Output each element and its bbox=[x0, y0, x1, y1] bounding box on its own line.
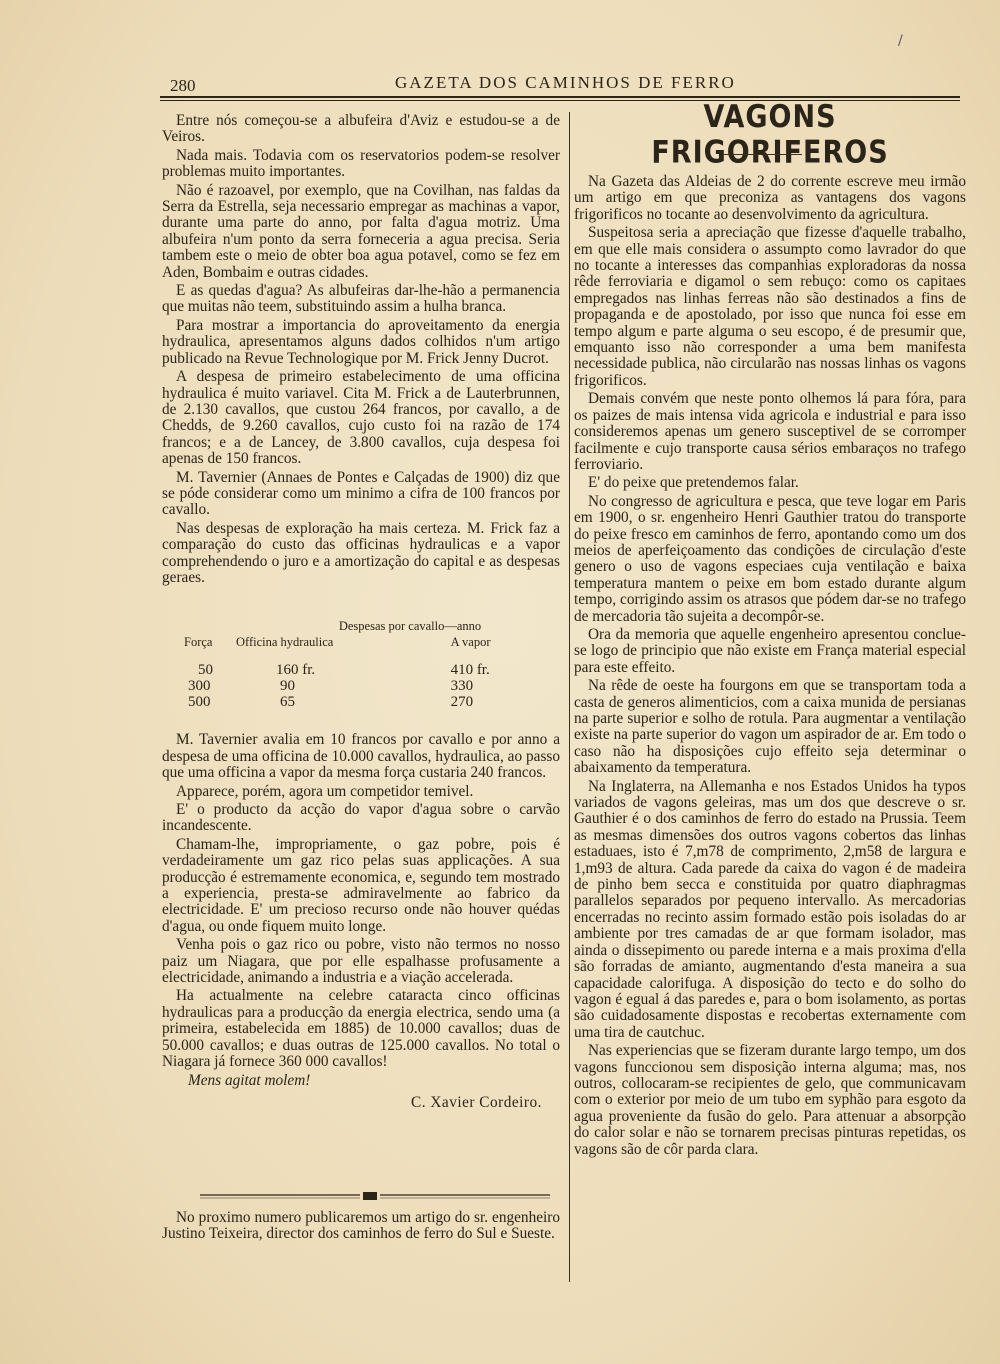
table-header-hydraulica: Officina hydraulica bbox=[236, 635, 334, 650]
cost-table bbox=[184, 618, 554, 710]
title-rule bbox=[722, 154, 802, 155]
table-cell: 90 bbox=[280, 678, 296, 695]
paragraph: Ora da memoria que aquelle engenheiro apresentou conclue-se logo de principio que não existe em França material especial para este effeito. bbox=[574, 625, 966, 676]
column-divider bbox=[569, 112, 570, 1282]
table-cell: 65 bbox=[280, 694, 296, 711]
paragraph: M. Tavernier (Annaes de Pontes e Calçadas de 1900) diz que se póde considerar como um minimo a cifra de 100 francos por cavallo. bbox=[162, 468, 560, 519]
paragraph: Demais convém que neste ponto olhemos lá para fóra, para os paizes de mais intensa vida agricola e industrial e para isso consideremos apenas um genero susceptivel de se corromper facilmente e cujo transporte causa sérios embaraços no trafego ferroviario. bbox=[574, 390, 966, 473]
paragraph: Para mostrar a importancia do aproveitamento da energia hydraulica, apresentamos alguns dados colhidos n'um artigo publicado na Revue Technologique por M. Frick Jenny Ducrot. bbox=[162, 316, 560, 367]
running-title: GAZETA DOS CAMINHOS DE FERRO bbox=[395, 73, 736, 92]
table-cell: 300 bbox=[188, 678, 211, 695]
paragraph: Nas experiencias que se fizeram durante largo tempo, um dos vagons funccionou sem disposição interna alguma; mas, nos outros, collocaram-se recipientes de gelo, que communicavam com o exterior por meio de um tubo em syphão para esgoto da agua proveniente da fusão do gelo. Para attenuar a absorpção do calor solar e não se tornarem precisas pinturas repetidas, os vagons são de côr parda clara. bbox=[574, 1042, 966, 1158]
paragraph: Chamam-lhe, impropriamente, o gaz pobre, pois é verdadeiramente um gaz rico pelas suas applicações. A sua producção é estremamente economica, e, segundo tem mostrado a experiencia, presta-se admiravelmente ao fabrico da electricidade. E' um precioso recurso onde não houver quédas d'agua, ou onde fiquem muito longe. bbox=[162, 835, 560, 935]
table-header-forca: Força bbox=[184, 635, 213, 650]
notice-text: No proximo numero publicaremos um artigo do sr. engenheiro Justino Teixeira, director dos caminhos de ferro do Sul e Sueste. bbox=[162, 1209, 560, 1243]
table-row bbox=[184, 694, 554, 710]
table-cell: 410 fr. bbox=[450, 662, 490, 679]
paragraph: Suspeitosa seria a apreciação que fizesse d'aquelle trabalho, em que elle mais considera o assumpto como lavrador do que no tocante a interesses das companhias exploradoras da nossa rêde ferroviaria e digamol o sem rebuço: como os capitaes empregados nas linhas ferreas não são destinados a fins de propaganda e de apostolado, por isso que nunca foi esse em tempo algum e parte alguma o seu escopo, é de presumir que, emquanto isso não corresponder a uma bem manifesta necessidade publica, não circularão nas nossas linhas os vagons frigorificos. bbox=[574, 224, 966, 389]
table-cell: 500 bbox=[188, 694, 211, 711]
paragraph: E' do peixe que pretendemos falar. bbox=[588, 474, 799, 492]
ornament-divider bbox=[200, 1192, 550, 1200]
paragraph: Ha actualmente na celebre cataracta cinco officinas hydraulicas para a producção da energia electrica, sendo uma (a primeira, estabelecida em 1885) de 10.000 cavallos; duas de 50.000 cavallos; e duas outras de 125.000 cavallos. No total o Niagara já fornece 360 000 cavallos! bbox=[162, 987, 560, 1071]
paragraph: Apparece, porém, agora um competidor temivel. bbox=[176, 782, 474, 800]
paragraph: Na Gazeta das Aldeias de 2 do corrente escreve meu irmão um artigo em que preconiza as vantagens dos vagons frigorificos no tocante ao desenvolvimento da agricultura. bbox=[574, 173, 966, 223]
paragraph: Na Inglaterra, na Allemanha e nos Estados Unidos ha typos variados de vagons geleiras, mas um dos que descreve o sr. Gauthier é o dos caminhos de ferro do estado na Prussia. Teem as mesmas dimensões dos outros vagons cobertos das linhas estaduaes, isto é 7,m78 de comprimento, 2,m58 de largura e 1,m93 de altura. Cada parede da caixa do vagon é de madeira de pinho bem secca e constituida por quatro diaphragmas parallelos separados por pequeno intervallo. As mercadorias encerradas no recinto assim formado estão pois isoladas do ar ambiente por tres camadas de ar que formam isolador, mas ainda o dissepimento ou parede interna e a mais proxima d'ella são forradas de amianto, augmentando d'esta maneira a sua capacidade calorifuga. A disposição do tecto e do solho do vagon é egual á das paredes e, para o bom isolamento, as portas são cuidadosamente dispostas e recobertas externamente com uma tira de cautchuc. bbox=[574, 777, 966, 1041]
page-number: 280 bbox=[170, 76, 196, 95]
left-column bbox=[162, 113, 560, 1119]
table-group-header: Despesas por cavallo—anno bbox=[338, 619, 482, 634]
right-column bbox=[574, 174, 966, 1160]
notice-paragraph bbox=[162, 1210, 560, 1243]
paragraph: Entre nós começou-se a albufeira d'Aviz e estudou-se a de Veiros. bbox=[162, 112, 560, 146]
paragraph: Não é razoavel, por exemplo, que na Covilhan, nas faldas da Serra da Estrella, seja necessario empregar as machinas a vapor, durante uma parte do anno, por falta d'agua motriz. Uma albufeira n'um ponto da serra forneceria a agua precisa. Seria tambem este o meio de obter boa agua potavel, como se fez em Aden, Bombaim e outras cidades. bbox=[162, 181, 560, 281]
paragraph: A despesa de primeiro estabelecimento de uma officina hydraulica é muito variavel. Cita M. Frick a de Lauterbrunnen, de 2.130 cavallos, que custou 264 francos, por cavallo, a de Chedds, de 9.260 cavallos, cujo custo foi na razão de 174 francos; e a de Lancey, de 3.800 cavallos, cuja despesa foi apenas de 150 francos. bbox=[162, 368, 560, 468]
paragraph: M. Tavernier avalia em 10 francos por cavallo e por anno a despesa de uma officina de 10.000 cavallos, hydraulica, ao passo que uma officina a vapor da mesma força custaria 240 francos. bbox=[162, 731, 560, 782]
paragraph: E' o producto da acção do vapor d'agua sobre o carvão incandescente. bbox=[162, 801, 560, 835]
table-row bbox=[184, 662, 554, 678]
table-cell: 270 bbox=[450, 694, 474, 711]
paragraph: Nada mais. Todavia com os reservatorios podem-se resolver problemas muito importantes. bbox=[162, 146, 560, 181]
table-header-vapor: A vapor bbox=[450, 635, 491, 650]
table-row bbox=[184, 678, 554, 694]
paragraph: E as quedas d'agua? As albufeiras dar-lhe-hão a permanencia que muitas não teem, substituindo assim a hulha branca. bbox=[162, 282, 560, 316]
author-signature: C. Xavier Cordeiro. bbox=[411, 1093, 542, 1111]
table-cell: 330 bbox=[450, 678, 474, 695]
table-cell: 160 fr. bbox=[276, 662, 316, 679]
margin-mark: / bbox=[898, 33, 903, 49]
paragraph: No congresso de agricultura e pesca, que teve logar em Paris em 1900, o sr. engenheiro Henri Gauthier tratou do transporte do peixe fresco em caminhos de ferro, apontando como um dos meios de aperfeiçoamento das condições de circulação d'este genero o uso de vagons especiaes cuja ventilação e baixa temperatura mantem o peixe em bom estado durante algum tempo, corrigindo assim os atrasos que pódem dar-se no trafego de mercadoria tão sujeita a decompôr-se. bbox=[574, 492, 966, 625]
paragraph: Na rêde de oeste ha fourgons em que se transportam toda a casta de generos alimenticios, com a caixa munida de persianas na parte superior e solho de rotula. Para augmentar a ventilação existe na parte superior do vagon um aspirador de ar. Em todo o caso não ha disposições cujo effeito seja determinar o abaixamento da temperatura. bbox=[574, 677, 966, 777]
paragraph: Nas despesas de exploração ha mais certeza. M. Frick faz a comparação do custo das officinas hydraulicas e a vapor comprehendendo o juro e a amortização do capital e as despesas geraes. bbox=[162, 519, 560, 586]
motto: Mens agitat molem! bbox=[188, 1071, 311, 1089]
header-rule bbox=[160, 96, 960, 98]
table-cell: 50 bbox=[198, 662, 213, 679]
article-title: VAGONS FRIGORIFEROS bbox=[651, 99, 889, 171]
paragraph: Venha pois o gaz rico ou pobre, visto não termos no nosso paiz um Niagara, que por elle espalhasse profusamente a electricidade, animando a industria e a viação accelerada. bbox=[162, 936, 560, 987]
